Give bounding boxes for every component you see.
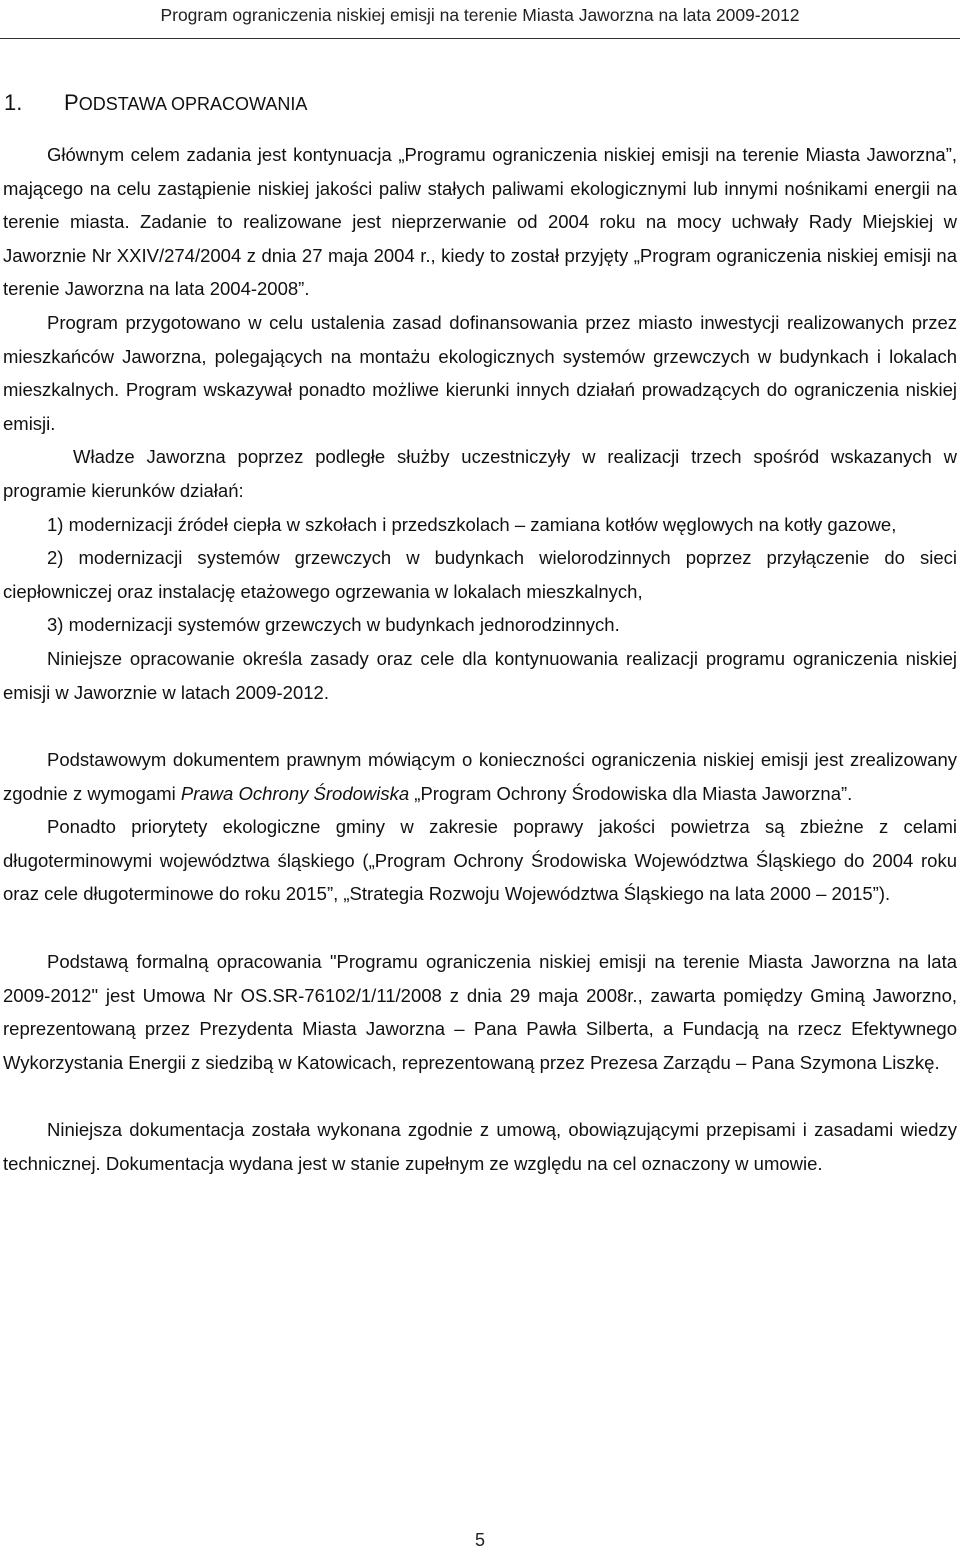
- spacer: [3, 709, 957, 743]
- paragraph-scope: Niniejsze opracowanie określa zasady oraz cele dla kontynuowania realizacji programu ograniczenia niskiej emisji w Jaworznie w latach 2009-2012.: [3, 647, 957, 703]
- header-divider: [0, 38, 960, 39]
- spacer: [3, 1079, 957, 1113]
- paragraph-priorities: Ponadto priorytety ekologiczne gminy w zakresie poprawy jakości powietrza są zbieżne z celami długoterminowymi województwa śląskiego („Program Ochrony Środowiska Województwa Śląskiego do 2004 roku oraz cele długoterminowe do roku 2015”, „Strategia Rozwoju Województwa Śląskiego na lata 2000 – 2015”).: [3, 816, 957, 905]
- legal-basis-text-end: „Program Ochrony Środowiska dla Miasta Jaworzna”.: [409, 782, 853, 804]
- section-title-rest: ODSTAWA OPRACOWANIA: [78, 94, 308, 114]
- page-number: 5: [474, 1530, 485, 1550]
- paragraph-legal-basis: [3, 743, 957, 810]
- paragraph-main-goal: Głównym celem zadania jest kontynuacja „Programu ograniczenia niskiej emisji na terenie Miasta Jaworzna”, mającego na celu zastąpienie niskiej jakości paliw stałych paliwami ekologicznymi lub innymi nośnikami energii na terenie miasta. Zadanie to realizowane jest nieprzerwanie od 2004 roku na mocy uchwały Rady Miejskiej w Jaworznie Nr XXIV/274/2004 z dnia 27 maja 2004 r., kiedy to został przyjęty „Program ograniczenia niskiej emisji na terenie Jaworzna na lata 2004-2008”.: [3, 144, 957, 300]
- section-title-initial: P: [64, 90, 79, 115]
- section-heading: [4, 86, 307, 121]
- legal-basis-text-start: Podstawowym dokumentem prawnym mówiącym o konieczności ograniczenia niskiej emisji jest zrealizowany zgodnie z wymogami: [3, 749, 957, 804]
- list-item-3: 3) modernizacji systemów grzewczych w budynkach jednorodzinnych.: [47, 614, 620, 636]
- spacer: [3, 911, 957, 945]
- running-header: Program ograniczenia niskiej emisji na terenie Miasta Jaworzna na lata 2009-2012: [160, 5, 800, 25]
- paragraph-authorities: Władze Jaworzna poprzez podległe służby uczestniczyły w realizacji trzech spośród wskazanych w programie kierunków działań:: [3, 446, 957, 501]
- legal-basis-italic: Prawa Ochrony Środowiska: [180, 782, 410, 804]
- paragraph-formal-basis: Podstawą formalną opracowania "Programu ograniczenia niskiej emisji na terenie Miasta Jaworzna na lata 2009-2012" jest Umowa Nr OS.SR-76102/1/11/2008 z dnia 29 maja 2008r., zawarta pomiędzy Gminą Jaworzno, reprezentowaną przez Prezydenta Miasta Jaworzna – Pana Pawła Silberta, a Fundacją na rzecz Efektywnego Wykorzystania Energii z siedzibą w Katowicach, reprezentowaną przez Prezesa Zarządu – Pana Szymona Liszkę.: [3, 951, 957, 1073]
- paragraph-program-purpose: Program przygotowano w celu ustalenia zasad dofinansowania przez miasto inwestycji realizowanych przez mieszkańców Jaworzna, polegających na montażu ekologicznych systemów grzewczych w budynkach i lokalach mieszkalnych. Program wskazywał ponadto możliwe kierunki innych działań prowadzących do ograniczenia niskiej emisji.: [3, 311, 957, 434]
- list-item-1: 1) modernizacji źródeł ciepła w szkołach i przedszkolach – zamiana kotłów węglowych na kotły gazowe,: [47, 513, 897, 535]
- list-item-2: 2) modernizacji systemów grzewczych w budynkach wielorodzinnych poprzez przyłączenie do sieci ciepłowniczej oraz instalację etażowego ogrzewania w lokalach mieszkalnych,: [3, 547, 957, 602]
- document-body: [3, 138, 957, 1181]
- paragraph-compliance: Niniejsza dokumentacja została wykonana zgodnie z umową, obowiązującymi przepisami i zasadami wiedzy technicznej. Dokumentacja wydana jest w stanie zupełnym ze względu na cel oznaczony w umowie.: [3, 1119, 957, 1175]
- section-number: 1.: [4, 90, 23, 115]
